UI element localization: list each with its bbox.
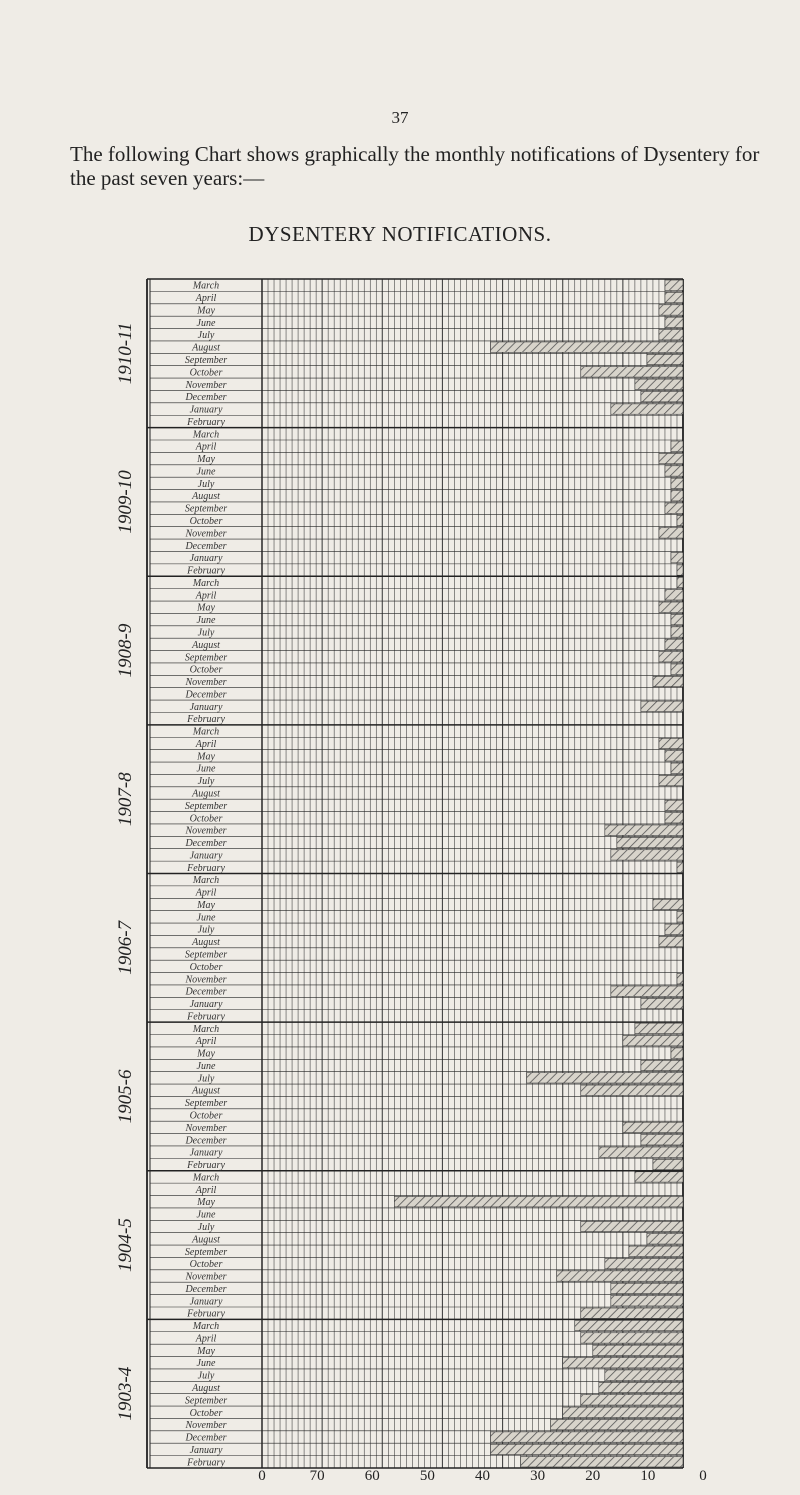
year-label: 1908-9 <box>114 623 136 678</box>
month-label: July <box>197 627 215 639</box>
year-label: 1909-10 <box>114 470 136 534</box>
bar <box>659 652 683 662</box>
month-label: July <box>197 924 215 936</box>
bar <box>641 998 683 1008</box>
bar <box>575 1320 683 1330</box>
x-tick-label: 0 <box>258 1468 266 1484</box>
month-label: May <box>197 602 215 614</box>
month-label: June <box>196 466 216 478</box>
month-label: October <box>189 1407 223 1419</box>
year-label: 1907-8 <box>114 772 136 827</box>
month-label: August <box>192 937 220 949</box>
month-label: August <box>192 491 220 503</box>
bar <box>611 1296 683 1306</box>
bar <box>653 676 683 686</box>
bar <box>611 986 683 996</box>
bar <box>671 763 683 773</box>
month-label: March <box>192 875 220 887</box>
month-label: January <box>189 1296 223 1308</box>
month-label: April <box>195 1036 217 1048</box>
bar <box>665 800 683 810</box>
bar <box>623 1122 683 1132</box>
bar <box>593 1345 683 1355</box>
month-label: March <box>192 280 220 292</box>
bar <box>677 577 683 587</box>
month-label: March <box>192 1023 220 1035</box>
month-label: May <box>197 1345 215 1357</box>
month-label: October <box>189 813 223 825</box>
bar <box>641 701 683 711</box>
bar <box>605 1370 683 1380</box>
year-label: 1903-4 <box>114 1366 136 1421</box>
bar <box>671 627 683 637</box>
month-label: May <box>197 899 215 911</box>
bar <box>677 974 683 984</box>
month-label: April <box>195 293 217 305</box>
x-tick-label: 20 <box>585 1468 601 1484</box>
month-label: September <box>184 1246 228 1258</box>
month-label: April <box>195 738 217 750</box>
month-label: September <box>184 503 228 515</box>
month-label: January <box>189 850 223 862</box>
month-label: July <box>197 478 215 490</box>
bar <box>491 1432 683 1442</box>
bar <box>605 825 683 835</box>
bar <box>641 1135 683 1145</box>
bar <box>551 1419 683 1429</box>
month-label: August <box>192 1234 220 1246</box>
bar <box>665 317 683 327</box>
month-label: December <box>185 1283 227 1295</box>
month-label: August <box>192 1382 220 1394</box>
month-label: December <box>185 392 227 404</box>
month-label: December <box>185 838 227 850</box>
bar <box>677 515 683 525</box>
month-label: March <box>192 577 220 589</box>
bar <box>611 850 683 860</box>
bar <box>635 1172 683 1182</box>
bar <box>653 1159 683 1169</box>
bar <box>521 1457 683 1467</box>
year-label: 1906-7 <box>114 920 136 975</box>
bar <box>581 1333 683 1343</box>
bar <box>641 1060 683 1070</box>
bar <box>491 1444 683 1454</box>
month-label: November <box>185 379 227 391</box>
bar <box>671 491 683 501</box>
month-label: November <box>185 1420 227 1432</box>
bar <box>665 924 683 934</box>
bar <box>659 936 683 946</box>
bar <box>635 1023 683 1033</box>
intro-text: The following Chart shows graphically the monthly notifications of Dysentery for the past seven years:— <box>70 142 760 190</box>
month-label: July <box>197 1073 215 1085</box>
month-label: January <box>189 701 223 713</box>
month-label: June <box>196 317 216 329</box>
bar <box>647 1234 683 1244</box>
bar <box>605 1258 683 1268</box>
month-label: September <box>184 949 228 961</box>
chart-title: DYSENTERY NOTIFICATIONS. <box>248 222 552 246</box>
bar <box>581 1395 683 1405</box>
bar <box>665 590 683 600</box>
month-label: September <box>184 1395 228 1407</box>
month-label: May <box>197 305 215 317</box>
month-label: July <box>197 330 215 342</box>
bar <box>581 1308 683 1318</box>
month-label: June <box>196 1060 216 1072</box>
month-label: October <box>189 1259 223 1271</box>
month-label: December <box>185 540 227 552</box>
month-label: September <box>184 652 228 664</box>
month-label: June <box>196 912 216 924</box>
month-label: November <box>185 677 227 689</box>
month-label: May <box>197 1197 215 1209</box>
bar <box>665 503 683 513</box>
month-label: June <box>196 1358 216 1370</box>
bar <box>581 367 683 377</box>
month-label: January <box>189 1147 223 1159</box>
month-label: December <box>185 689 227 701</box>
bar <box>659 775 683 785</box>
month-label: April <box>195 1333 217 1345</box>
bar <box>659 330 683 340</box>
month-label: August <box>192 788 220 800</box>
year-label: 1910-11 <box>114 322 136 385</box>
month-label: July <box>197 1370 215 1382</box>
month-label: February <box>187 1160 225 1172</box>
month-label: August <box>192 342 220 354</box>
month-label: March <box>192 1321 220 1333</box>
month-label: September <box>184 1098 228 1110</box>
bar <box>557 1271 683 1281</box>
month-label: November <box>185 1271 227 1283</box>
x-tick-label: 70 <box>309 1468 325 1484</box>
month-label: December <box>185 1135 227 1147</box>
bar <box>629 1246 683 1256</box>
bar <box>611 404 683 414</box>
month-label: August <box>192 639 220 651</box>
year-label: 1904-5 <box>114 1218 136 1272</box>
month-label: March <box>192 726 220 738</box>
month-label: February <box>187 416 225 428</box>
bar <box>665 813 683 823</box>
month-label: May <box>197 1048 215 1060</box>
month-label: February <box>187 1308 225 1320</box>
month-label: May <box>197 751 215 763</box>
month-label: October <box>189 516 223 528</box>
month-label: December <box>185 986 227 998</box>
bar <box>671 614 683 624</box>
bar <box>671 478 683 488</box>
month-label: February <box>187 565 225 577</box>
month-label: October <box>189 367 223 379</box>
bar <box>665 466 683 476</box>
bar <box>659 453 683 463</box>
bar <box>665 292 683 302</box>
bar <box>671 1048 683 1058</box>
bar <box>527 1073 683 1083</box>
x-tick-label: 40 <box>475 1468 490 1484</box>
x-tick-label: 10 <box>640 1468 656 1484</box>
month-label: September <box>184 800 228 812</box>
bar <box>599 1147 683 1157</box>
x-tick-label: 0 <box>699 1468 707 1484</box>
bar <box>611 1283 683 1293</box>
month-label: January <box>189 404 223 416</box>
month-label: February <box>187 862 225 874</box>
month-label: November <box>185 528 227 540</box>
month-label: March <box>192 1172 220 1184</box>
bar <box>665 280 683 290</box>
month-label: November <box>185 974 227 986</box>
bar <box>659 602 683 612</box>
month-label: June <box>196 763 216 775</box>
month-label: January <box>189 553 223 565</box>
month-label: July <box>197 1221 215 1233</box>
month-label: February <box>187 1457 225 1469</box>
bar <box>563 1407 683 1417</box>
month-label: March <box>192 429 220 441</box>
month-label: July <box>197 776 215 788</box>
bar <box>635 379 683 389</box>
month-label: April <box>195 1184 217 1196</box>
month-label: April <box>195 590 217 602</box>
month-label: April <box>195 887 217 899</box>
year-label: 1905-6 <box>114 1069 136 1124</box>
page-number: 37 <box>391 108 409 127</box>
x-tick-label: 30 <box>530 1468 546 1484</box>
bar <box>671 664 683 674</box>
bar <box>677 862 683 872</box>
bar <box>659 528 683 538</box>
bar <box>659 305 683 315</box>
month-label: April <box>195 441 217 453</box>
bar <box>677 565 683 575</box>
month-label: November <box>185 825 227 837</box>
bar <box>491 342 683 352</box>
bar <box>394 1197 683 1207</box>
bar <box>677 912 683 922</box>
month-label: September <box>184 355 228 367</box>
x-tick-label: 60 <box>364 1468 380 1484</box>
bar <box>659 738 683 748</box>
month-label: February <box>187 714 225 726</box>
month-label: January <box>189 1444 223 1456</box>
month-label: February <box>187 1011 225 1023</box>
bar <box>617 837 683 847</box>
month-label: December <box>185 1432 227 1444</box>
bar <box>563 1358 683 1368</box>
bar <box>665 751 683 761</box>
month-label: October <box>189 1110 223 1122</box>
x-tick-label: 50 <box>419 1468 435 1484</box>
month-label: October <box>189 961 223 973</box>
month-label: June <box>196 615 216 627</box>
bar <box>599 1382 683 1392</box>
bar <box>581 1085 683 1095</box>
bar <box>581 1221 683 1231</box>
bar <box>653 899 683 909</box>
bar <box>647 354 683 364</box>
bar <box>641 391 683 401</box>
bar <box>671 552 683 562</box>
bar <box>671 441 683 451</box>
month-label: October <box>189 664 223 676</box>
month-label: January <box>189 999 223 1011</box>
month-label: May <box>197 454 215 466</box>
bar <box>623 1036 683 1046</box>
month-label: June <box>196 1209 216 1221</box>
month-label: November <box>185 1122 227 1134</box>
month-label: August <box>192 1085 220 1097</box>
bar <box>665 639 683 649</box>
